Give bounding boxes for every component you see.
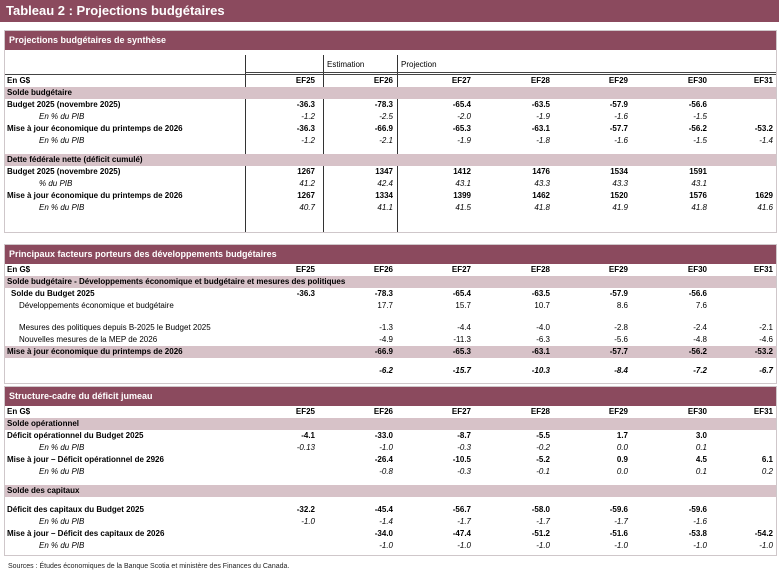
- table-cell: -65.4: [452, 289, 471, 298]
- table-cell: -2.0: [457, 112, 471, 121]
- band-label: Solde budgétaire: [7, 88, 72, 97]
- section-drivers-title: Principaux facteurs porteurs des développements budgétaires: [5, 245, 776, 264]
- table-cell: -78.3: [374, 289, 393, 298]
- column-header: EF28: [530, 76, 550, 85]
- table-cell: -1.0: [614, 541, 628, 550]
- table-cell: -4.1: [301, 431, 315, 440]
- table-cell: -5.5: [536, 431, 550, 440]
- twin-deficit-body: [5, 406, 776, 552]
- header-rule: [245, 72, 776, 73]
- table-row: [5, 334, 776, 346]
- table-row: [5, 430, 776, 442]
- table-cell: -10.5: [452, 455, 471, 464]
- section-summary-title: Projections budgétaires de synthèse: [5, 31, 776, 50]
- spacer: [5, 497, 776, 504]
- row-label: En % du PIB: [39, 517, 85, 526]
- table-cell: -59.6: [609, 505, 628, 514]
- table-cell: 1347: [375, 167, 393, 176]
- table-row: [5, 300, 776, 312]
- table-cell: -8.4: [614, 366, 628, 375]
- table-cell: -0.8: [379, 467, 393, 476]
- table-cell: 1534: [610, 167, 628, 176]
- table-cell: -8.7: [457, 431, 471, 440]
- table-row: [5, 504, 776, 516]
- table-cell: 1462: [532, 191, 550, 200]
- table-cell: -11.3: [453, 335, 471, 344]
- table-cell: -0.3: [457, 443, 471, 452]
- table-row: [5, 190, 776, 202]
- table-cell: -54.2: [754, 529, 773, 538]
- table-cell: -4.6: [759, 335, 773, 344]
- table-cell: -1.8: [536, 136, 550, 145]
- table-cell: -51.2: [531, 529, 550, 538]
- table-cell: -1.4: [759, 136, 773, 145]
- drivers-body: [5, 264, 776, 377]
- row-label: Solde du Budget 2025: [11, 289, 95, 298]
- table-cell: 1412: [453, 167, 471, 176]
- table-cell: -53.2: [754, 124, 773, 133]
- table-cell: -65.3: [452, 124, 471, 133]
- table-cell: 8.6: [616, 301, 628, 310]
- table-cell: 43.1: [455, 179, 471, 188]
- band-row: [5, 418, 776, 430]
- table-cell: -1.0: [379, 541, 393, 550]
- table-cell: -0.2: [536, 443, 550, 452]
- table-row: [5, 322, 776, 334]
- table-cell: -56.6: [688, 289, 707, 298]
- band-row: [5, 276, 776, 288]
- table-cell: -1.6: [614, 136, 628, 145]
- table-cell: 4.5: [695, 455, 707, 464]
- row-label: Budget 2025 (novembre 2025): [7, 167, 121, 176]
- table-cell: 3.0: [695, 431, 707, 440]
- table-cell: -63.1: [531, 124, 550, 133]
- table-row: [5, 135, 776, 147]
- table-cell: 1399: [453, 191, 471, 200]
- row-label: En % du PIB: [39, 541, 85, 550]
- table-cell: 41.5: [455, 203, 471, 212]
- table-cell: -65.3: [452, 347, 471, 356]
- table-cell: -56.2: [688, 347, 707, 356]
- table-cell: 0.1: [695, 467, 707, 476]
- table-cell: 1267: [297, 167, 315, 176]
- table-cell: -53.8: [688, 529, 707, 538]
- table-cell: -1.7: [536, 517, 550, 526]
- row-label: Mesures des politiques depuis B-2025 le Budget 2025: [19, 323, 211, 332]
- column-header: EF29: [608, 407, 628, 416]
- row-label: Mise à jour économique du printemps de 2026: [7, 124, 183, 133]
- table-cell: 42.4: [377, 179, 393, 188]
- table-cell: -6.3: [536, 335, 550, 344]
- table-cell: -0.13: [296, 443, 315, 452]
- table-cell: -57.7: [609, 347, 628, 356]
- table-cell: -1.0: [536, 541, 550, 550]
- table-cell: -56.2: [688, 124, 707, 133]
- table-row: [5, 202, 776, 214]
- column-header: EF29: [608, 76, 628, 85]
- table-cell: -2.1: [379, 136, 393, 145]
- table-cell: -66.9: [374, 347, 393, 356]
- table-cell: -1.9: [536, 112, 550, 121]
- column-header: EF26: [373, 76, 393, 85]
- table-cell: -59.6: [688, 505, 707, 514]
- table-cell: 0.1: [695, 443, 707, 452]
- band-row: [5, 346, 776, 358]
- column-header: EF26: [373, 407, 393, 416]
- table-cell: -4.9: [379, 335, 393, 344]
- table-cell: 41.8: [534, 203, 550, 212]
- spacer: [5, 358, 776, 365]
- table-cell: 10.7: [534, 301, 550, 310]
- table-cell: -57.9: [609, 100, 628, 109]
- table-cell: 43.3: [534, 179, 550, 188]
- table-cell: -1.5: [693, 136, 707, 145]
- table-cell: -1.0: [379, 443, 393, 452]
- column-header: EF30: [687, 407, 707, 416]
- table-row: [5, 528, 776, 540]
- band-label: Solde des capitaux: [7, 486, 80, 495]
- table-cell: -47.4: [452, 529, 471, 538]
- table-cell: -0.3: [457, 467, 471, 476]
- table-cell: -6.2: [379, 366, 393, 375]
- section-twin-deficit: [4, 386, 777, 556]
- column-header: EF28: [530, 265, 550, 274]
- table-cell: -5.6: [614, 335, 628, 344]
- table-cell: -78.3: [374, 100, 393, 109]
- column-header: EF31: [753, 407, 773, 416]
- table-cell: 1520: [610, 191, 628, 200]
- row-label: Développements économique et budgétaire: [19, 301, 174, 310]
- table-cell: 40.7: [299, 203, 315, 212]
- table-cell: -6.7: [759, 366, 773, 375]
- unit-label: En G$: [7, 407, 31, 416]
- column-header: EF31: [753, 76, 773, 85]
- column-header: EF25: [295, 76, 315, 85]
- table-cell: -53.2: [754, 347, 773, 356]
- table-row: [5, 540, 776, 552]
- table-row: [5, 123, 776, 135]
- table-cell: -4.4: [457, 323, 471, 332]
- table-cell: 0.2: [761, 467, 773, 476]
- table-cell: -2.1: [759, 323, 773, 332]
- table-cell: -36.3: [296, 289, 315, 298]
- table-cell: -56.7: [452, 505, 471, 514]
- table-cell: -63.5: [531, 289, 550, 298]
- table-cell: 43.3: [612, 179, 628, 188]
- column-header: EF27: [451, 407, 471, 416]
- band-row: [5, 87, 776, 99]
- summary-body: [5, 74, 776, 214]
- table-cell: 43.1: [691, 179, 707, 188]
- column-header: EF27: [451, 265, 471, 274]
- table-cell: 41.2: [299, 179, 315, 188]
- table-cell: 1.7: [616, 431, 628, 440]
- column-header: EF31: [753, 265, 773, 274]
- column-header-row: [5, 264, 776, 276]
- table-cell: 41.6: [757, 203, 773, 212]
- table-cell: -15.7: [452, 366, 471, 375]
- table-cell: 1591: [689, 167, 707, 176]
- table-cell: 7.6: [695, 301, 707, 310]
- table-cell: 6.1: [761, 455, 773, 464]
- table-row: [5, 516, 776, 528]
- spacer: [5, 147, 776, 154]
- row-label: En % du PIB: [39, 467, 85, 476]
- table-cell: 0.9: [616, 455, 628, 464]
- row-label: % du PIB: [39, 179, 73, 188]
- column-header: EF26: [373, 265, 393, 274]
- table-cell: -26.4: [374, 455, 393, 464]
- band-label: Solde opérationnel: [7, 419, 80, 428]
- table-cell: -1.7: [614, 517, 628, 526]
- table-row: [5, 288, 776, 300]
- table-cell: 41.9: [612, 203, 628, 212]
- table-cell: 1476: [532, 167, 550, 176]
- table-cell: -1.0: [301, 517, 315, 526]
- table-cell: -65.4: [452, 100, 471, 109]
- table-row: [5, 178, 776, 190]
- row-label: Budget 2025 (novembre 2025): [7, 100, 121, 109]
- table-cell: 41.8: [691, 203, 707, 212]
- table-cell: -1.7: [457, 517, 471, 526]
- table-row: [5, 99, 776, 111]
- table-cell: -58.0: [531, 505, 550, 514]
- column-header: EF27: [451, 76, 471, 85]
- band-row: [5, 485, 776, 497]
- row-label: Déficit des capitaux du Budget 2025: [7, 505, 144, 514]
- table-row: [5, 111, 776, 123]
- column-header: EF25: [295, 407, 315, 416]
- row-label: Mise à jour – Déficit des capitaux de 2026: [7, 529, 165, 538]
- table-cell: -66.9: [374, 124, 393, 133]
- table-cell: 1629: [755, 191, 773, 200]
- table-cell: -1.2: [301, 112, 315, 121]
- table-cell: -33.0: [374, 431, 393, 440]
- table-cell: -1.5: [693, 112, 707, 121]
- spacer: [5, 478, 776, 485]
- unit-label: En G$: [7, 76, 31, 85]
- column-header-row: [5, 406, 776, 418]
- table-cell: 0.0: [616, 467, 628, 476]
- row-label: En % du PIB: [39, 443, 85, 452]
- table-cell: -1.0: [759, 541, 773, 550]
- table-cell: -0.1: [536, 467, 550, 476]
- table-cell: -34.0: [374, 529, 393, 538]
- row-label: En % du PIB: [39, 203, 85, 212]
- table-cell: -2.4: [693, 323, 707, 332]
- table-cell: 1267: [297, 191, 315, 200]
- column-header: EF28: [530, 407, 550, 416]
- row-label: Nouvelles mesures de la MEP de 2026: [19, 335, 158, 344]
- band-label: Solde budgétaire - Développements économique et budgétaire et mesures des politiques: [7, 277, 346, 286]
- row-label: En % du PIB: [39, 112, 85, 121]
- table-row: [5, 466, 776, 478]
- table-row: [5, 166, 776, 178]
- band-label: Mise à jour économique du printemps de 2026: [7, 347, 183, 356]
- table-row: [5, 454, 776, 466]
- table-cell: -32.2: [296, 505, 315, 514]
- estimation-label: Estimation: [327, 60, 365, 69]
- table-cell: -45.4: [374, 505, 393, 514]
- table-cell: -4.8: [693, 335, 707, 344]
- unit-label: En G$: [7, 265, 31, 274]
- section-drivers: [4, 244, 777, 384]
- table-cell: -57.7: [609, 124, 628, 133]
- table-cell: 17.7: [377, 301, 393, 310]
- column-header: EF25: [295, 265, 315, 274]
- table-row: [5, 312, 776, 322]
- difference-row: [5, 365, 776, 377]
- table-cell: -36.3: [296, 100, 315, 109]
- table-cell: -4.0: [536, 323, 550, 332]
- table-cell: -63.1: [531, 347, 550, 356]
- projection-label: Projection: [401, 60, 437, 69]
- table-cell: -1.4: [379, 517, 393, 526]
- band-row: [5, 154, 776, 166]
- table-cell: -2.5: [379, 112, 393, 121]
- table-cell: -1.9: [457, 136, 471, 145]
- table-title: Tableau 2 : Projections budgétaires: [0, 0, 779, 22]
- table-cell: -1.6: [693, 517, 707, 526]
- table-cell: -63.5: [531, 100, 550, 109]
- table-cell: -1.2: [301, 136, 315, 145]
- table-cell: -1.3: [379, 323, 393, 332]
- table-cell: -36.3: [296, 124, 315, 133]
- table-cell: -56.6: [688, 100, 707, 109]
- table-row: [5, 442, 776, 454]
- section-summary: [4, 30, 777, 233]
- column-header: EF30: [687, 265, 707, 274]
- row-label: En % du PIB: [39, 136, 85, 145]
- table-cell: -1.0: [693, 541, 707, 550]
- row-label: Déficit opérationnel du Budget 2025: [7, 431, 144, 440]
- table-cell: -1.0: [457, 541, 471, 550]
- table-cell: 41.1: [377, 203, 393, 212]
- table-cell: -57.9: [609, 289, 628, 298]
- table-cell: -10.3: [531, 366, 550, 375]
- summary-grid: [5, 50, 776, 232]
- band-label: Dette fédérale nette (déficit cumulé): [7, 155, 143, 164]
- row-label: Mise à jour économique du printemps de 2026: [7, 191, 183, 200]
- section-twin-deficit-title: Structure-cadre du déficit jumeau: [5, 387, 776, 406]
- table-cell: -7.2: [693, 366, 707, 375]
- source-note: Sources : Études économiques de la Banque Scotia et ministère des Finances du Canada.: [8, 563, 290, 570]
- column-header: EF30: [687, 76, 707, 85]
- row-label: Mise à jour – Déficit opérationnel de 2926: [7, 455, 164, 464]
- table-cell: 15.7: [455, 301, 471, 310]
- table-cell: 1334: [375, 191, 393, 200]
- table-cell: 0.0: [616, 443, 628, 452]
- table-cell: -1.6: [614, 112, 628, 121]
- table-cell: -2.8: [614, 323, 628, 332]
- table-cell: -51.6: [609, 529, 628, 538]
- table-cell: -5.2: [536, 455, 550, 464]
- table-cell: 1576: [689, 191, 707, 200]
- column-header-row: [5, 74, 776, 87]
- column-header: EF29: [608, 265, 628, 274]
